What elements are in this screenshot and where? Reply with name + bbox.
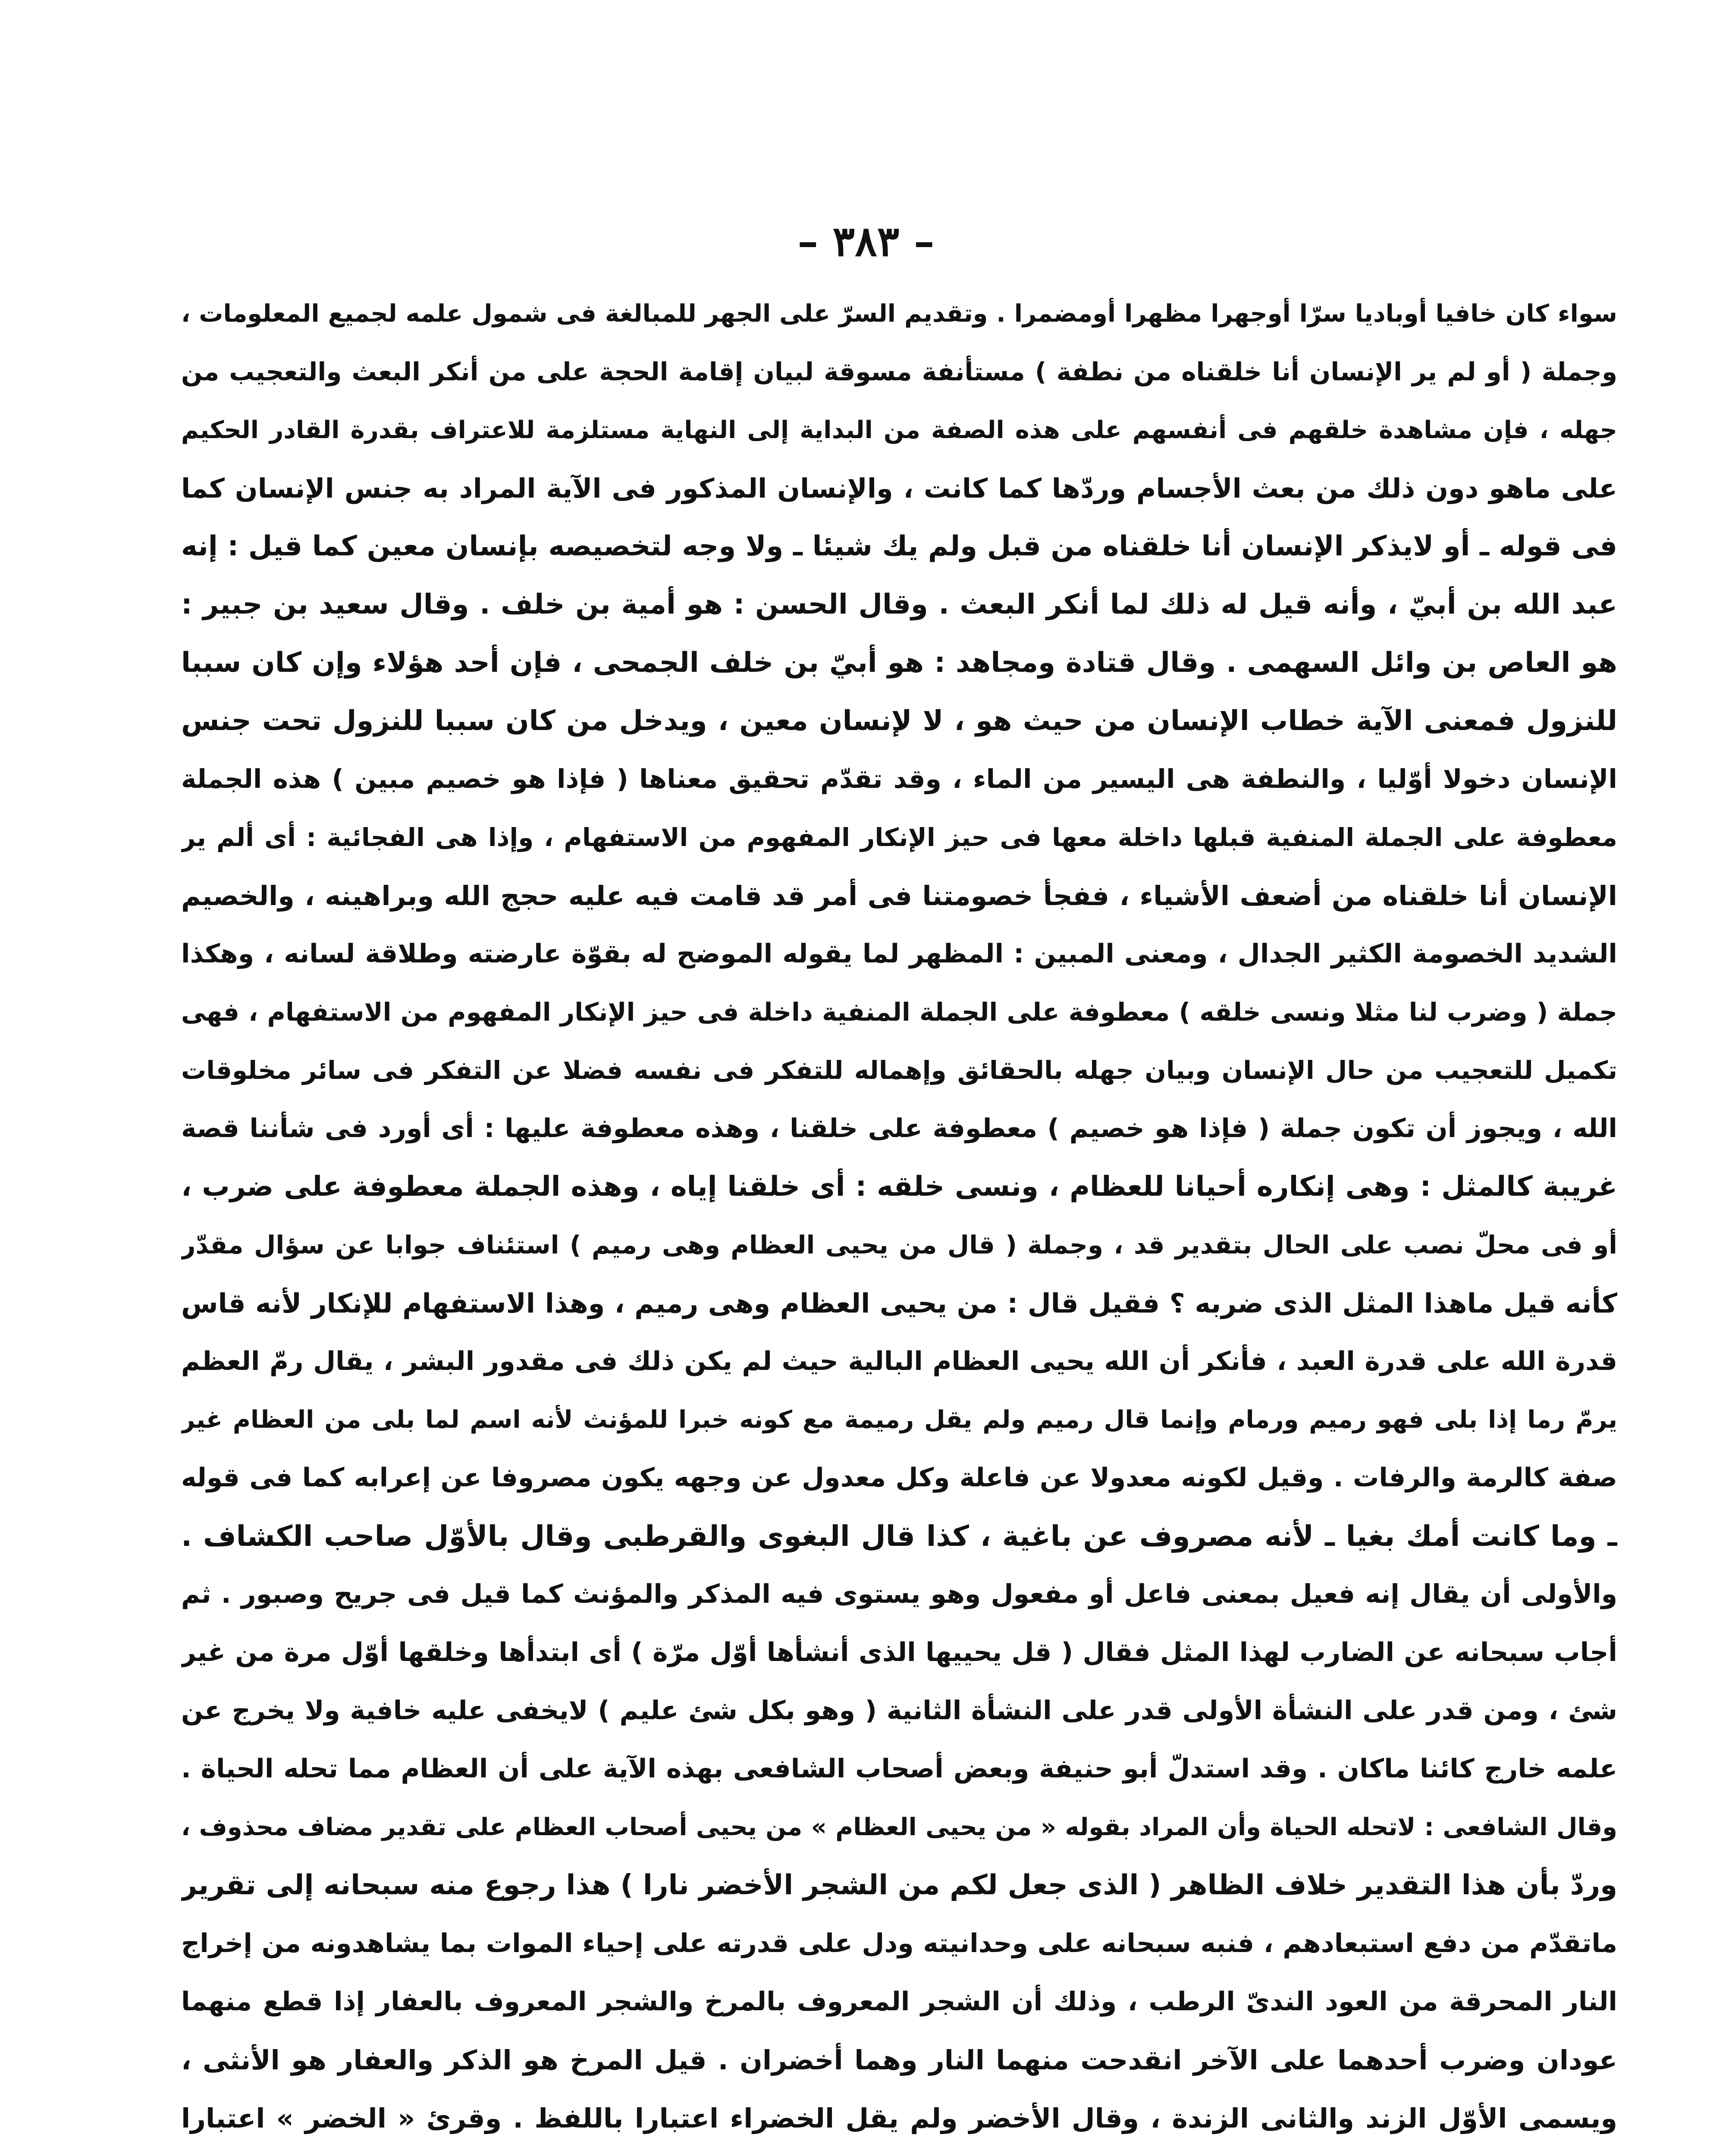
text-line: تكميل للتعجيب من حال الإنسان وبيان جهله بالحقائق وإهماله للتفكر فى نفسه فضلا عن التفكر فى سائر مخلوقات bbox=[181, 1056, 1617, 1085]
text-line: للنزول فمعنى الآية خطاب الإنسان من حيث هو ، لا لإنسان معين ، ويدخل من كان سببا للنزول تحت جنس bbox=[181, 705, 1617, 737]
text-line: صفة كالرمة والرفات . وقيل لكونه معدولا عن فاعلة وكل معدول عن وجهه يكون مصروفا عن إعرابه كما فى قوله bbox=[181, 1463, 1617, 1493]
text-line: وجملة ( أو لم ير الإنسان أنا خلقناه من نطفة ) مستأنفة مسوقة لبيان إقامة الحجة على من أنكر البعث والتعجيب من bbox=[181, 357, 1617, 386]
text-line: على ماهو دون ذلك من بعث الأجسام وردّها كما كانت ، والإنسان المذكور فى الآية المراد به جنس الإنسان كما bbox=[181, 473, 1617, 504]
text-line: جملة ( وضرب لنا مثلا ونسى خلقه ) معطوفة على الجملة المنفية داخلة فى حيز الإنكار المفهوم من الاستفهام ، فهى bbox=[181, 997, 1617, 1027]
text-line: والأولى أن يقال إنه فعيل بمعنى فاعل أو مفعول وهو يستوى فيه المذكر والمؤنث كما قيل فى جريح وصبور . ثم bbox=[181, 1579, 1617, 1609]
text-line: ـ وما كانت أمك بغيا ـ لأنه مصروف عن باغية ، كذا قال البغوى والقرطبى وقال بالأوّل صاحب الكشاف . bbox=[181, 1520, 1617, 1553]
text-line: جهله ، فإن مشاهدة خلقهم فى أنفسهم على هذه الصفة من البداية إلى النهاية مستلزمة للاعتراف بقدرة القادر الحكيم bbox=[181, 416, 1617, 444]
text-line: غريبة كالمثل : وهى إنكاره أحيانا للعظام ، ونسى خلقه : أى خلقنا إياه ، وهذه الجملة معطوفة على ضرب ، bbox=[181, 1171, 1617, 1203]
text-line: وردّ بأن هذا التقدير خلاف الظاهر ( الذى جعل لكم من الشجر الأخضر نارا ) هذا رجوع منه سبحانه إلى تقرير bbox=[181, 1869, 1617, 1901]
text-line: ماتقدّم من دفع استبعادهم ، فنبه سبحانه على وحدانيته ودل على قدرته على إحياء الموات بما يشاهدونه من إخراج bbox=[181, 1928, 1617, 1959]
text-line: كأنه قيل ماهذا المثل الذى ضربه ؟ فقيل قال : من يحيى العظام وهى رميم ، وهذا الاستفهام للإنكار لأنه قاس bbox=[181, 1288, 1617, 1319]
text-line: وقال الشافعى : لاتحله الحياة وأن المراد بقوله « من يحيى العظام » من يحيى أصحاب العظام على تقدير مضاف محذوف ، bbox=[181, 1813, 1617, 1841]
text-line: هو العاص بن وائل السهمى . وقال قتادة ومجاهد : هو أبيّ بن خلف الجمحى ، فإن أحد هؤلاء وإن كان سببا bbox=[181, 647, 1617, 679]
text-line: قدرة الله على قدرة العبد ، فأنكر أن الله يحيى العظام البالية حيث لم يكن ذلك فى مقدور البشر ، يقال رمّ العظم bbox=[181, 1346, 1617, 1376]
text-line: علمه خارج كائنا ماكان . وقد استدلّ أبو حنيفة وبعض أصحاب الشافعى بهذه الآية على أن العظام مما تحله الحياة . bbox=[181, 1754, 1617, 1784]
text-line: الإنسان دخولا أوّليا ، والنطفة هى اليسير من الماء ، وقد تقدّم تحقيق معناها ( فإذا هو خصيم مبين ) هذه الجملة bbox=[181, 764, 1617, 794]
text-line: أو فى محلّ نصب على الحال بتقدير قد ، وجملة ( قال من يحيى العظام وهى رميم ) استئناف جوابا عن سؤال مقدّر bbox=[181, 1230, 1617, 1260]
text-line: الله ، ويجوز أن تكون جملة ( فإذا هو خصيم ) معطوفة على خلقنا ، وهذه معطوفة عليها : أى أورد فى شأننا قصة bbox=[181, 1113, 1617, 1144]
text-line: يرمّ رما إذا بلى فهو رميم ورمام وإنما قال رميم ولم يقل رميمة مع كونه خبرا للمؤنث لأنه اسم لما بلى من العظام غير bbox=[181, 1406, 1617, 1434]
text-line: النار المحرقة من العود الندىّ الرطب ، وذلك أن الشجر المعروف بالمرخ والشجر المعروف بالعفار إذا قطع منهما bbox=[181, 1987, 1617, 2017]
text-line: سواء كان خافيا أوباديا سرّا أوجهرا مظهرا أومضمرا . وتقديم السرّ على الجهر للمبالغة فى شمول علمه لجميع المعلومات ، bbox=[181, 300, 1617, 328]
text-line: الإنسان أنا خلقناه من أضعف الأشياء ، ففجأ خصومتنا فى أمر قد قامت فيه عليه حجج الله وبراهينه ، والخصيم bbox=[181, 880, 1617, 912]
body-text bbox=[181, 285, 1617, 2147]
text-line: الشديد الخصومة الكثير الجدال ، ومعنى المبين : المظهر لما يقوله الموضح له بقوّة عارضته وطلاقة لسانه ، وهكذا bbox=[181, 939, 1617, 969]
text-line: ويسمى الأوّل الزند والثانى الزندة ، وقال الأخضر ولم يقل الخضراء اعتبارا باللفظ . وقرئ « الخضر » اعتبارا bbox=[181, 2103, 1617, 2134]
text-line: معطوفة على الجملة المنفية قبلها داخلة معها فى حيز الإنكار المفهوم من الاستفهام ، وإذا هى الفجائية : أى ألم ير bbox=[181, 823, 1617, 852]
text-line: شئ ، ومن قدر على النشأة الأولى قدر على النشأة الثانية ( وهو بكل شئ عليم ) لايخفى عليه خافية ولا يخرج عن bbox=[181, 1695, 1617, 1726]
page-number: – ٣٨٣ – bbox=[797, 217, 935, 266]
text-line: فى قوله ـ أو لايذكر الإنسان أنا خلقناه من قبل ولم يك شيئا ـ ولا وجه لتخصيصه بإنسان معين كما قيل : إنه bbox=[181, 530, 1617, 562]
text-line: عبد الله بن أبيّ ، وأنه قيل له ذلك لما أنكر البعث . وقال الحسن : هو أمية بن خلف . وقال سعيد بن جبير : bbox=[181, 589, 1617, 620]
text-line: عودان وضرب أحدهما على الآخر انقدحت منهما النار وهما أخضران . قيل المرخ هو الذكر والعفار هو الأنثى ، bbox=[181, 2044, 1617, 2076]
text-line: أجاب سبحانه عن الضارب لهذا المثل فقال ( قل يحييها الذى أنشأها أوّل مرّة ) أى ابتدأها وخلقها أوّل مرة من غير bbox=[181, 1637, 1617, 1667]
